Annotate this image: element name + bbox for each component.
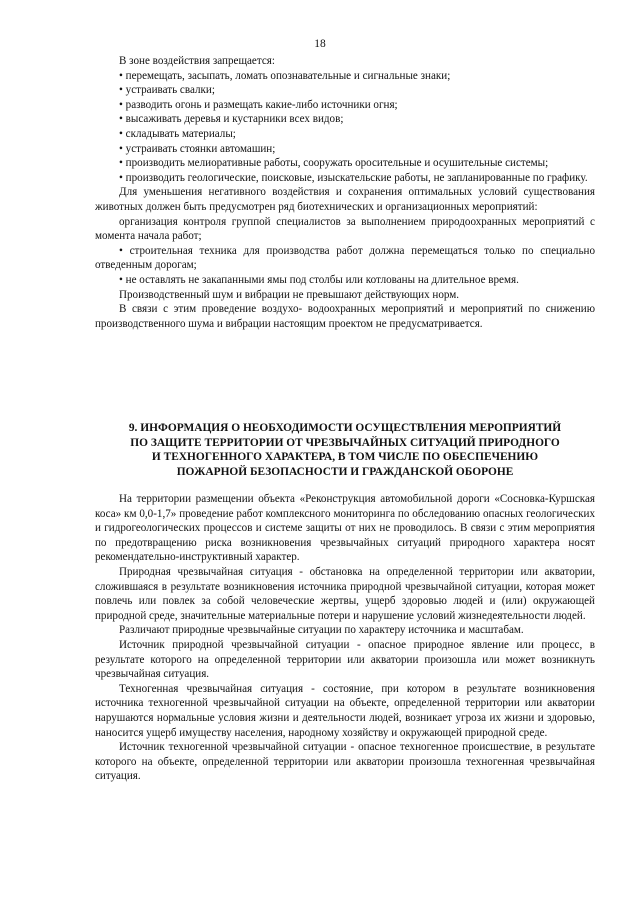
measure-item: • не оставлять не закапанными ямы под столбы или котлованы на длительное время. bbox=[119, 273, 519, 286]
restrictions-lead: В зоне воздействия запрещается: bbox=[119, 55, 275, 67]
noise-paragraph: Производственный шум и вибрации не превышают действующих норм. bbox=[119, 288, 460, 301]
restrictions-section bbox=[95, 54, 595, 331]
page-number: 18 bbox=[314, 38, 326, 50]
section-heading-line: И ТЕХНОГЕННОГО ХАРАКТЕРА, В ТОМ ЧИСЛЕ ПО ОБЕСПЕЧЕНИЮ bbox=[151, 451, 539, 464]
body-paragraph: Различают природные чрезвычайные ситуации по характеру источника и масштабам. bbox=[119, 624, 524, 637]
body-paragraph: На территории размещении объекта «Реконструкция автомобильной дороги «Сосновка-Куршская коса» км 0,0-1,7» проведение работ комплексного мониторинга по обследованию опасных геологических и гидрогеологических процессов и системе защиты от них не проводилось. В связи с этим мероприятия по предотвращению риска возникновения чрезвычайных ситуаций природного характера носят рекомендательно-инструктивный характер. bbox=[95, 493, 595, 564]
section-heading-line: ПО ЗАЩИТЕ ТЕРРИТОРИИ ОТ ЧРЕЗВЫЧАЙНЫХ СИТУАЦИЙ ПРИРОДНОГО bbox=[130, 436, 560, 449]
restriction-item: • устраивать стоянки автомашин; bbox=[119, 142, 276, 155]
section-heading-line: 9. ИНФОРМАЦИЯ О НЕОБХОДИМОСТИ ОСУЩЕСТВЛЕНИЯ МЕРОПРИЯТИЙ bbox=[128, 422, 562, 434]
conclusion-paragraph: В связи с этим проведение воздухо- водоохранных мероприятий и мероприятий по снижению производственного шума и вибрации настоящим проектом не предусматривается. bbox=[95, 303, 595, 330]
restriction-item: • устраивать свалки; bbox=[119, 84, 215, 97]
section-heading-line: ПОЖАРНОЙ БЕЗОПАСНОСТИ И ГРАЖДАНСКОЙ ОБОРОНЕ bbox=[176, 465, 514, 478]
restriction-item: • перемещать, засыпать, ломать опознавательные и сигнальные знаки; bbox=[119, 69, 451, 82]
body-paragraph: Источник природной чрезвычайной ситуации - опасное природное явление или процесс, в результате которого на определенной территории или акватории произошла или может возникнуть чрезвычайная ситуация. bbox=[95, 638, 595, 681]
measure-item: организация контроля группой специалистов за выполнением природоохранных мероприятий с момента начала работ; bbox=[95, 215, 595, 243]
section-heading bbox=[95, 421, 595, 479]
restriction-item: • высаживать деревья и кустарники всех видов; bbox=[119, 113, 344, 126]
restriction-item: • разводить огонь и размещать какие-либо источники огня; bbox=[119, 98, 398, 111]
restriction-item: • производить мелиоративные работы, сооружать оросительные и осушительные системы; bbox=[119, 157, 549, 170]
section-body bbox=[95, 492, 595, 784]
measure-item: • строительная техника для производства работ должна перемещаться только по специально отведенным дорогам; bbox=[95, 244, 595, 272]
restriction-item: • складывать материалы; bbox=[119, 127, 236, 140]
body-paragraph: Техногенная чрезвычайная ситуация - состояние, при котором в результате возникновения источника техногенной чрезвычайной ситуации на объекте, определенной территории или акватории нарушаются нормальные условия жизни и деятельности людей, возникает угроза их жизни и здоровью, наносится ущерб имуществу населения, народному хозяйству и окружающей природной среде. bbox=[95, 682, 595, 739]
measures-paragraph: Для уменьшения негативного воздействия и сохранения оптимальных условий существования животных должен быть предусмотрен ряд биотехнических и организационных мероприятий: bbox=[95, 186, 595, 213]
body-paragraph: Источник техногенной чрезвычайной ситуации - опасное техногенное происшествие, в результате которого на объекте, определенной территории или акватории произошла техногенная чрезвычайная ситуация. bbox=[95, 741, 595, 783]
restriction-item: • производить геологические, поисковые, изыскательские работы, не запланированные по графику. bbox=[119, 171, 588, 184]
body-paragraph: Природная чрезвычайная ситуация - обстановка на определенной территории или акватории, сложившаяся в результате возникновения источника природной чрезвычайной ситуации, которая может повлечь или повлек за собой человеческие жертвы, ущерб здоровью людей и (или) окружающей природной среде, значительные материальные потери и нарушение условий жизнедеятельности людей. bbox=[95, 565, 595, 622]
